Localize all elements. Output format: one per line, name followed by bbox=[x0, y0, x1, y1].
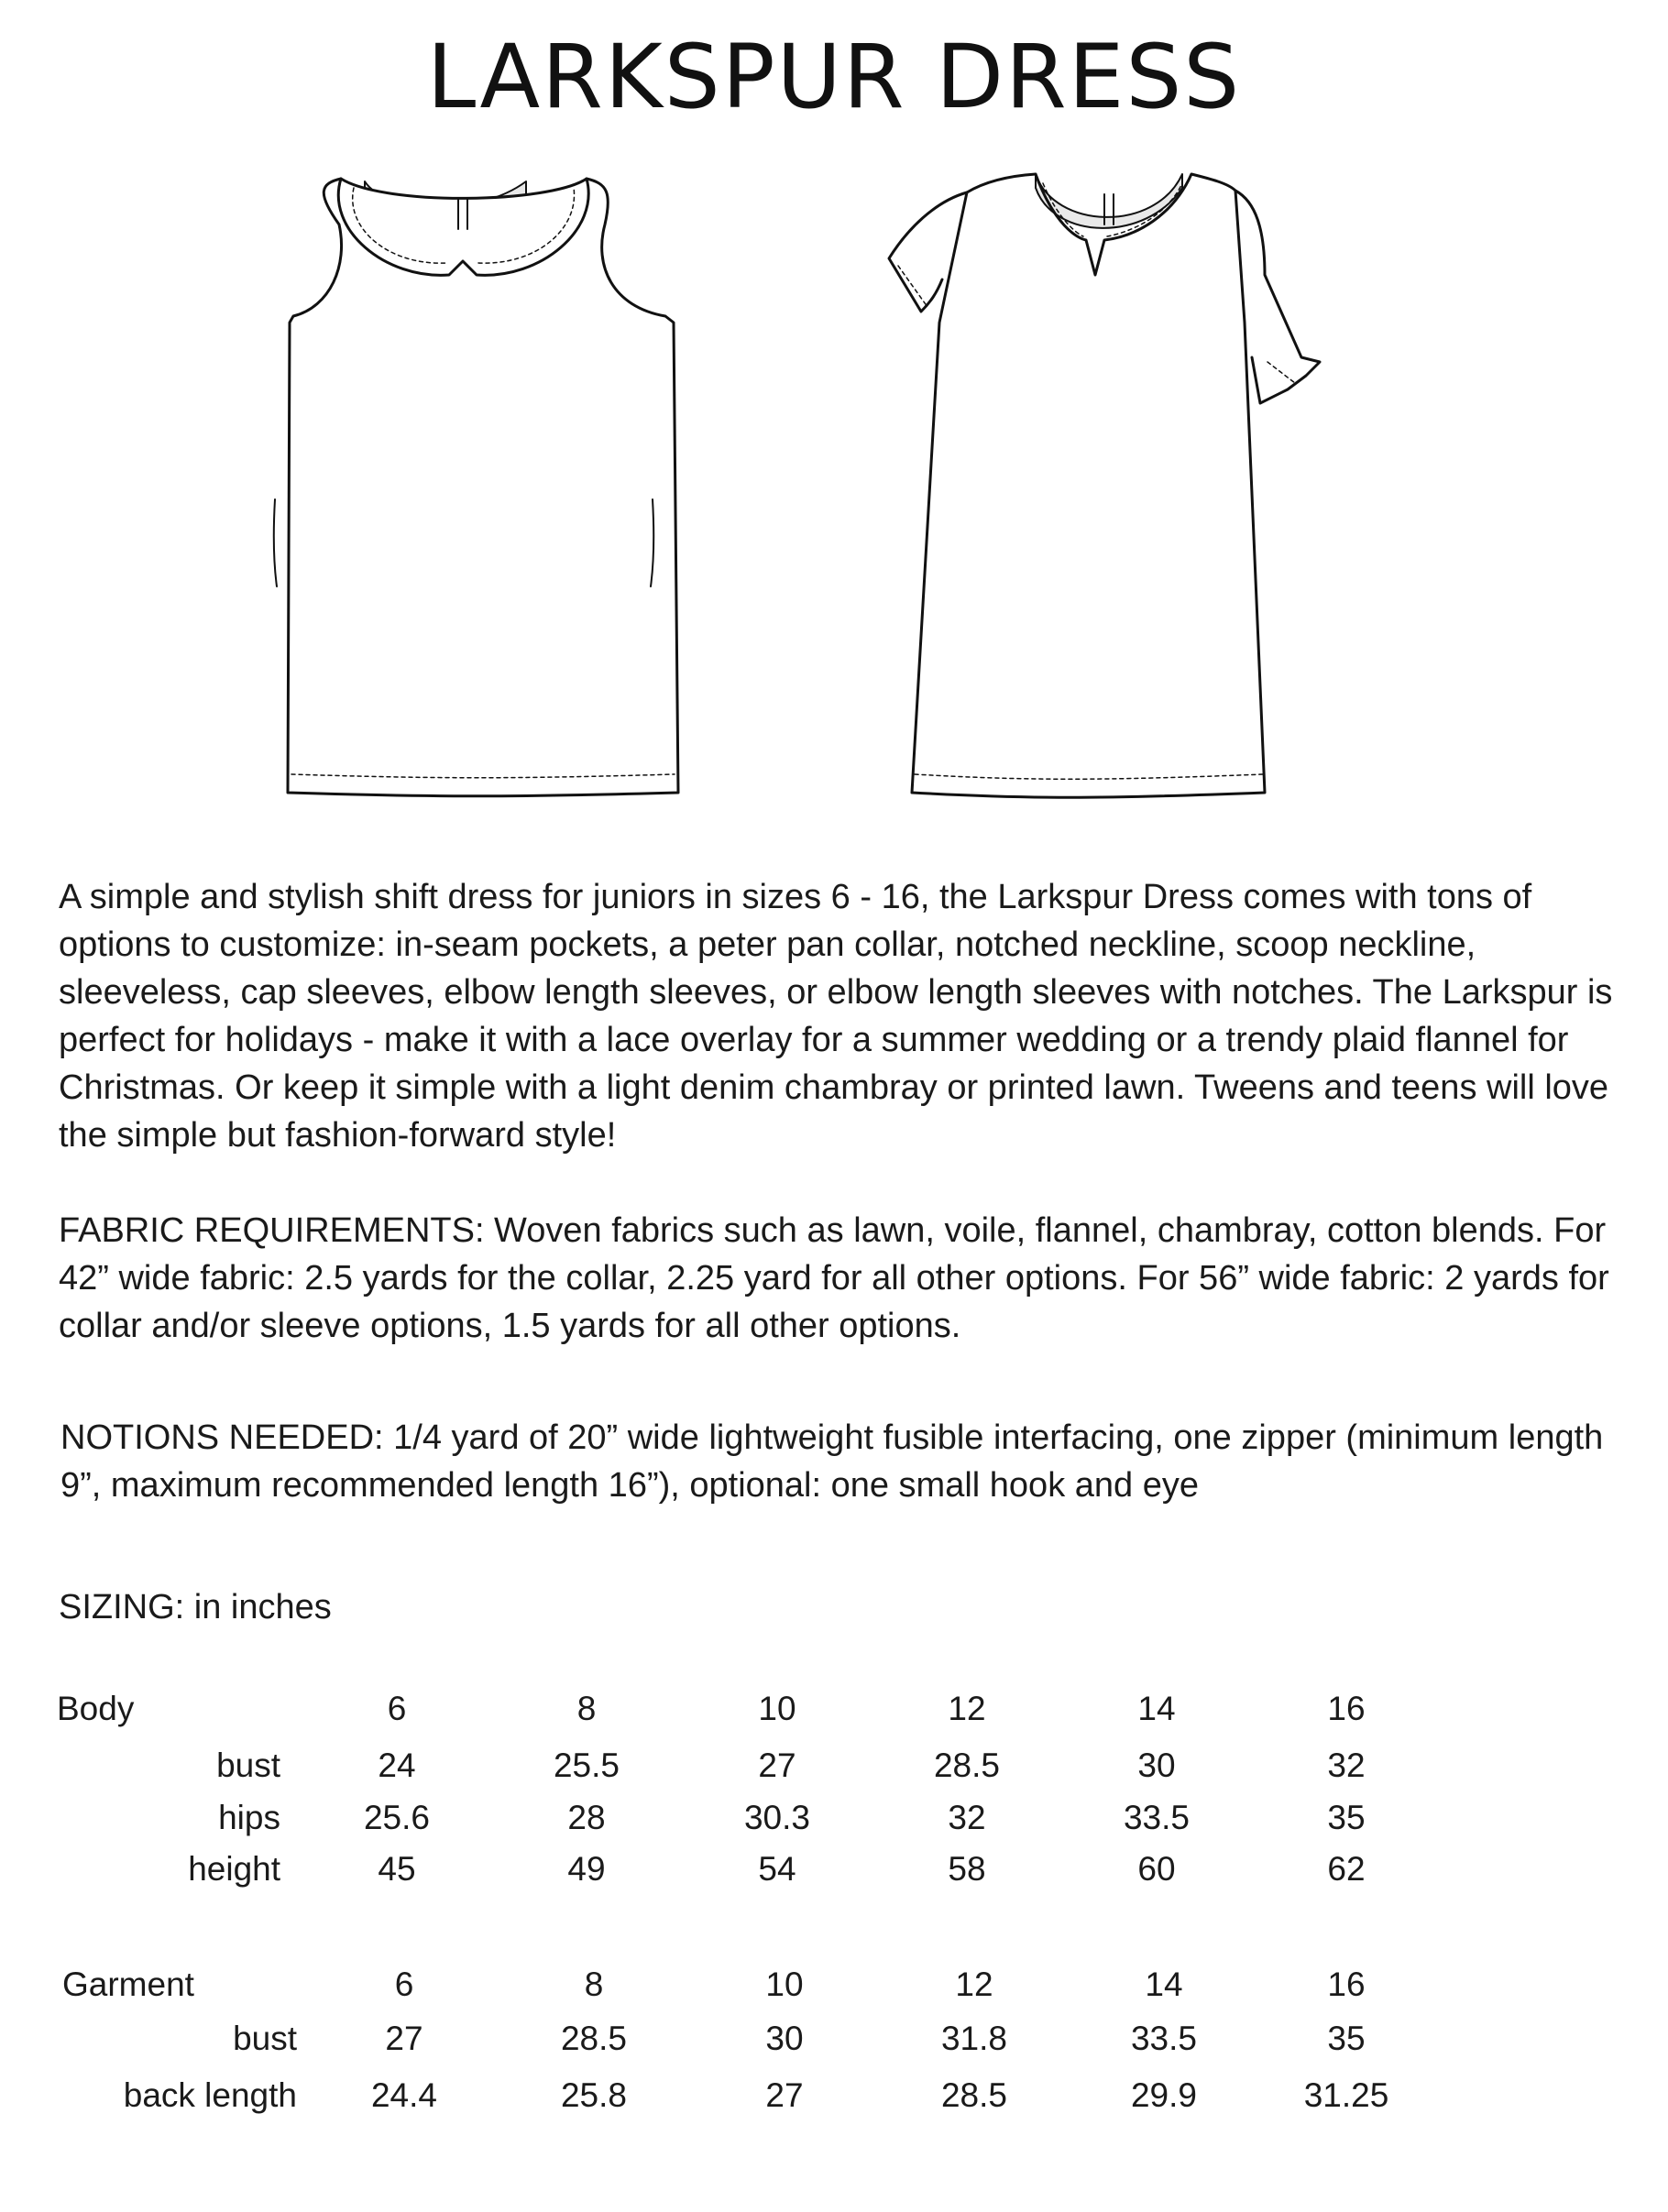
body-cell: 35 bbox=[1327, 1799, 1366, 1836]
sizing-heading: SIZING: in inches bbox=[59, 1588, 332, 1626]
body-row-label: bust bbox=[216, 1747, 280, 1784]
body-cell: 25.5 bbox=[553, 1747, 620, 1784]
garment-cell: 27 bbox=[765, 2076, 804, 2114]
garment-size-header: 14 bbox=[1145, 1966, 1183, 2003]
body-cell: 28.5 bbox=[933, 1747, 1000, 1784]
garment-table-header: Garment bbox=[62, 1966, 194, 2003]
fabric-requirements-paragraph: FABRIC REQUIREMENTS: Woven fabrics such as lawn, voile, flannel, chambray, cotton blends. For 42” wide fabric: 2.5 yards for the collar, 2.25 yard for all other options. For 56” wide fabric: 2 yards for collar and/or sleeve options, 1.5 yards for all other options. bbox=[59, 1211, 1609, 1345]
garment-cell: 33.5 bbox=[1130, 2020, 1197, 2057]
body-cell: 49 bbox=[567, 1850, 606, 1888]
body-cell: 32 bbox=[1327, 1747, 1366, 1784]
body-size-header: 12 bbox=[948, 1690, 986, 1727]
body-cell: 62 bbox=[1327, 1850, 1366, 1888]
garment-cell: 28.5 bbox=[940, 2076, 1007, 2114]
body-cell: 32 bbox=[948, 1799, 986, 1836]
garment-cell: 25.8 bbox=[560, 2076, 627, 2114]
garment-row-label: bust bbox=[233, 2020, 297, 2057]
garment-row-label: back length bbox=[123, 2076, 297, 2114]
body-size-header: 6 bbox=[387, 1690, 407, 1727]
body-row-label: hips bbox=[218, 1799, 280, 1836]
body-cell: 25.6 bbox=[363, 1799, 430, 1836]
body-cell: 58 bbox=[948, 1850, 986, 1888]
garment-size-header: 10 bbox=[765, 1966, 804, 2003]
garment-cell: 31.25 bbox=[1303, 2076, 1389, 2114]
body-cell: 27 bbox=[758, 1747, 796, 1784]
body-cell: 45 bbox=[378, 1850, 416, 1888]
body-cell: 54 bbox=[758, 1850, 796, 1888]
dress-illustrations bbox=[0, 147, 1668, 843]
garment-cell: 24.4 bbox=[370, 2076, 437, 2114]
body-cell: 28 bbox=[567, 1799, 606, 1836]
garment-size-header: 16 bbox=[1327, 1966, 1366, 2003]
cap-sleeve-dress-notch-neck-icon bbox=[889, 174, 1320, 797]
body-size-header: 16 bbox=[1327, 1690, 1366, 1727]
body-row-label: height bbox=[188, 1850, 280, 1888]
body-size-header: 8 bbox=[576, 1690, 597, 1727]
garment-cell: 27 bbox=[385, 2020, 423, 2057]
garment-size-header: 6 bbox=[394, 1966, 414, 2003]
garment-cell: 30 bbox=[765, 2020, 804, 2057]
description-paragraph: A simple and stylish shift dress for juniors in sizes 6 - 16, the Larkspur Dress comes with tons of options to customize: in-seam pockets, a peter pan collar, notched neckline, scoop neckline, sleeveless, cap sleeves, elbow length sleeves, or elbow length sleeves with notches. The Larkspur is perfect for holidays - make it with a lace overlay for a summer wedding or a trendy plaid flannel for Christmas. Or keep it simple with a light denim chambray or printed lawn. Tweens and teens will love the simple but fashion-forward style! bbox=[59, 878, 1613, 1155]
body-cell: 24 bbox=[378, 1747, 416, 1784]
garment-size-header: 8 bbox=[584, 1966, 604, 2003]
garment-cell: 28.5 bbox=[560, 2020, 627, 2057]
garment-size-header: 12 bbox=[955, 1966, 993, 2003]
garment-cell: 29.9 bbox=[1130, 2076, 1197, 2114]
page-title: LARKSPUR DRESS bbox=[426, 26, 1242, 128]
garment-cell: 31.8 bbox=[940, 2020, 1007, 2057]
body-cell: 60 bbox=[1137, 1850, 1176, 1888]
body-table-header: Body bbox=[57, 1690, 135, 1727]
sleeveless-dress-collar-icon bbox=[274, 179, 678, 796]
body-cell: 33.5 bbox=[1123, 1799, 1190, 1836]
body-cell: 30 bbox=[1137, 1747, 1176, 1784]
body-cell: 30.3 bbox=[743, 1799, 810, 1836]
body-size-header: 10 bbox=[758, 1690, 796, 1727]
body-size-header: 14 bbox=[1137, 1690, 1176, 1727]
notions-paragraph: NOTIONS NEEDED: 1/4 yard of 20” wide lightweight fusible interfacing, one zipper (minimum length 9”, maximum recommended length 16”), optional: one small hook and eye bbox=[60, 1418, 1604, 1505]
garment-cell: 35 bbox=[1327, 2020, 1366, 2057]
